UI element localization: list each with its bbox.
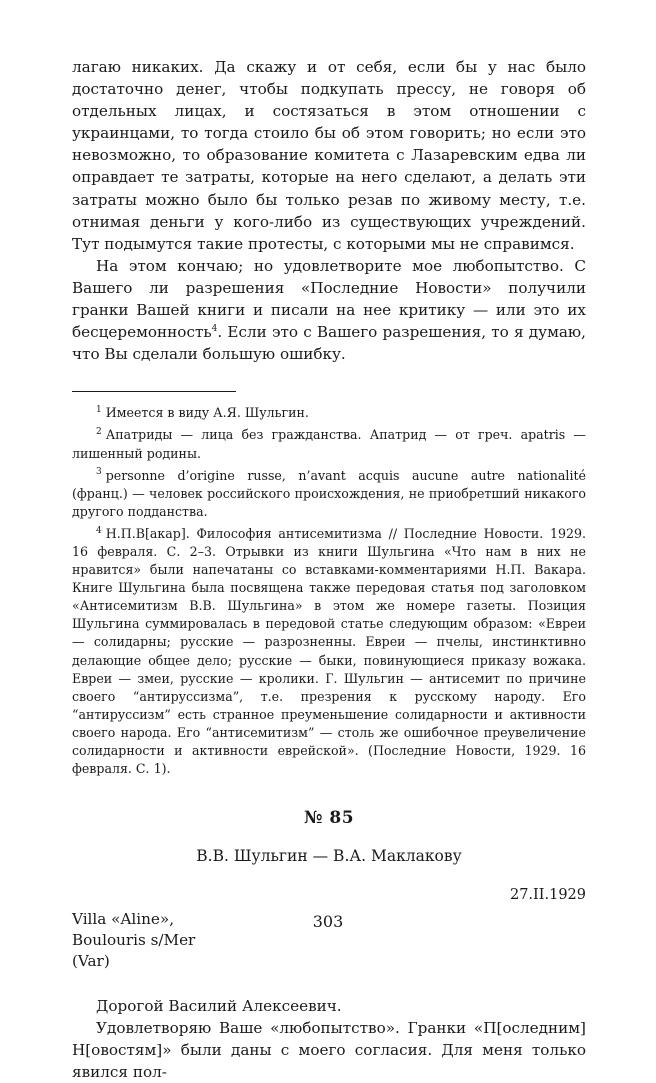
body-paragraph [72, 255, 586, 365]
footnote-text: Н.П.В[акар]. Философия антисемитизма // Последние Новости. 1929. 16 февраля. С. 2–3. Отрывки из книги Шульгина «Что нам в них не нравится» были напечатаны со вставками-комментариями Н.П. Вакара. Книге Шульгина была посвящена также передовая статья под заголовком «Антисемитизм В.В. Шульгина» в этом же номере газеты. Позиция Шульгина суммировалась в передовой статье следующим образом: «Евреи — солидарны; русские — разрозненны. Евреи — пчелы, инстинктивно делающие общее дело; русские — быки, повинующиеся приказу вожака. Евреи — змеи, русские — кролики. Г. Шульгин — антисемит по причине своего “антируссизма”, т.е. презрения к русскому народу. Его “антируссизм” есть странное преуменьшение солидарности и активности своего народа. Его “антисемитизм” — столь же ошибочное преувеличение солидарности и активности еврейской». (Последние Новости, 1929. 16 февраля. С. 1). [72, 525, 586, 777]
address-line: Villa «Aline», [72, 910, 175, 929]
footnote-number: 2 [96, 427, 102, 438]
footnotes [72, 404, 586, 778]
salutation: Дорогой Василий Алексеевич. [96, 997, 342, 1016]
footnote [72, 525, 586, 778]
footnote-text: Апатриды — лица без гражданства. Апатрид — от греч. apatris — лишенный родины. [72, 427, 586, 461]
footnote-number: 4 [96, 525, 102, 536]
paragraph-text: На этом кончаю; но удовлетворите мое любопытство. С Вашего ли разрешения «Последние Новости» получили гранки Вашей книги и писали на нее критику — или это их бесцеремонность [72, 256, 586, 342]
footnote [72, 426, 586, 462]
paragraph-text: . Если это с Вашего разрешения, то я думаю, что Вы сделали большую ошибку. [72, 323, 586, 364]
footnote-divider [72, 391, 236, 392]
address-line: (Var) [72, 952, 110, 971]
document-date: 27.II.1929 [509, 887, 586, 904]
footnote-text: personne d’origine russe, n’avant acquis aucune autre nationalité (франц.) — человек российского происхождения, не приобретший никакого другого подданства. [72, 467, 586, 519]
footnote-reference[interactable]: 4 [211, 324, 218, 335]
footnote-text: Имеется в виду А.Я. Шульгин. [105, 405, 309, 421]
document-number: № 85 [303, 808, 355, 829]
address-line: Boulouris s/Mer [72, 931, 196, 950]
document-heading: В.В. Шульгин — В.А. Маклакову [196, 847, 462, 866]
letter-paragraph: Удовлетворяю Ваше «любопытство». Гранки «П[оследним] Н[овостям]» были даны с моего согласия. Для меня только явился пол- [72, 1019, 586, 1082]
body-paragraph: лагаю никаких. Да скажу и от себя, если бы у нас было достаточно денег, чтобы подкупать прессу, не говоря об отдельных лицах, и состязаться в этом отношении с украинцами, то тогда стоило бы об этом говорить; но если это невозможно, то образование комитета с Лазаревским едва ли оправдает те затраты, которые на него сделают, а делать эти затраты можно было бы только резав по живому месту, т.е. отнимая деньги у кого-либо из существующих учреждений. Тут подымутся такие протесты, с которыми мы не справимся. [72, 58, 586, 253]
page-number: 303 [312, 912, 344, 931]
footnote-number: 1 [96, 405, 102, 416]
footnote [72, 467, 586, 521]
footnote-number: 3 [96, 467, 102, 478]
footnote [72, 404, 586, 422]
